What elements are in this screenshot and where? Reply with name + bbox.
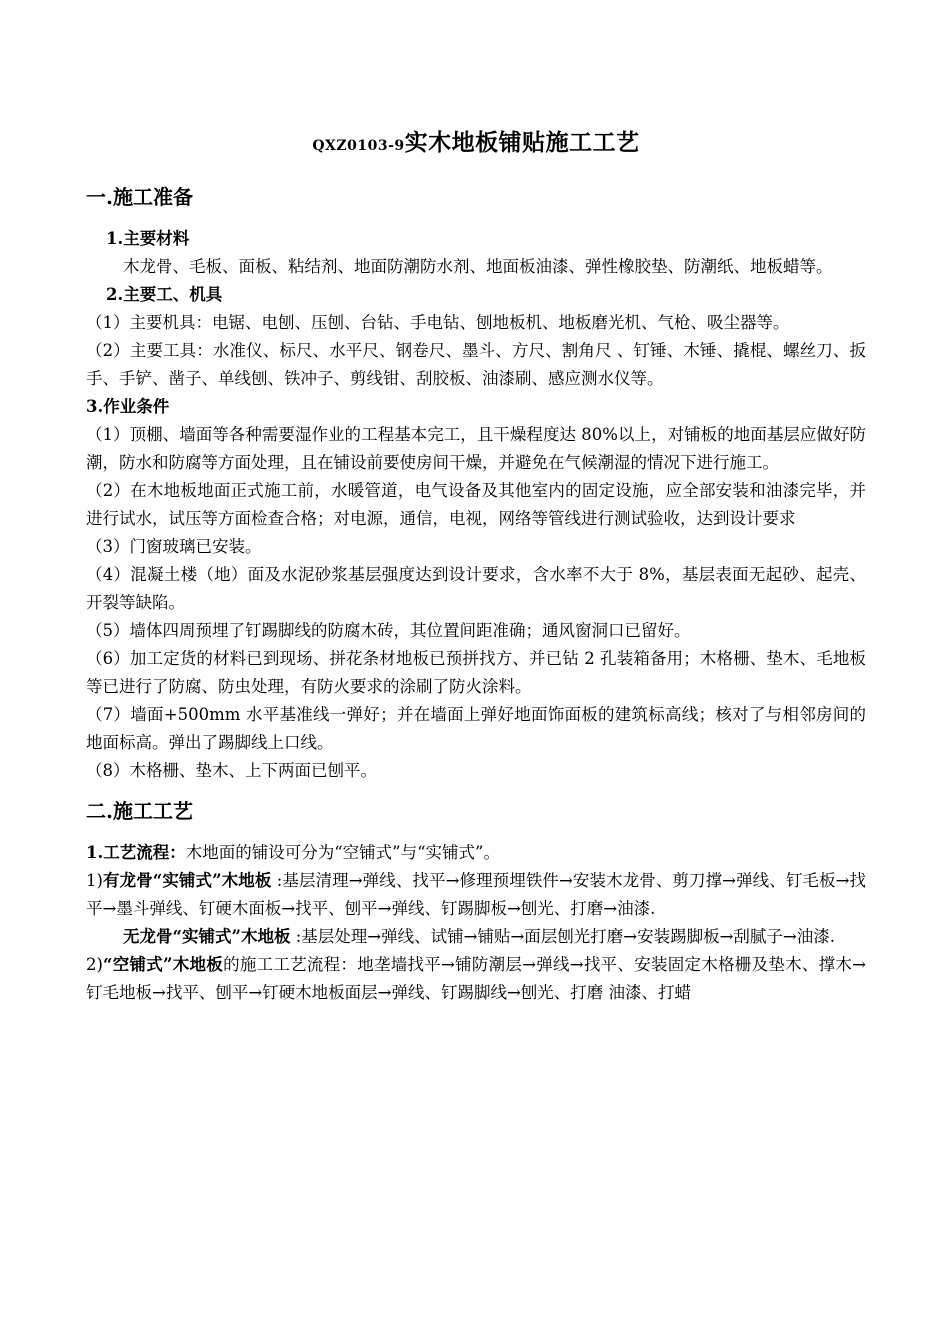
document-code: QXZ0103-9 bbox=[312, 138, 405, 154]
condition-item-4: （4）混凝土楼（地）面及水泥砂浆基层强度达到设计要求，含水率不大于 8%，基层表面无起砂、起壳、开裂等缺陷。 bbox=[86, 565, 866, 612]
process-p1-text: :基层清理→弹线、找平→修理预埋铁件→安装木龙骨、剪刀撑→弹线、钉毛板→找平→墨斗弹线、钉硬木面板→找平、刨平→弹线、钉踢脚板→刨光、打磨→油漆. bbox=[86, 871, 866, 918]
process-p3-text: 的施工工艺流程：地垄墙找平→铺防潮层→弹线→找平、安装固定木格栅及垫木、撑木→钉毛地板→找平、刨平→钉硬木地板面层→弹线、钉踢脚线→刨光、打磨 油漆、打蜡 bbox=[86, 955, 866, 1002]
condition-item-3: （3）门窗玻璃已安装。 bbox=[86, 537, 262, 556]
process-paragraph-1 bbox=[86, 867, 866, 923]
condition-item-7: （7）墙面+500mm 水平基准线一弹好；并在墙面上弹好地面饰面板的建筑标高线；核对了与相邻房间的地面标高。弹出了踢脚线上口线。 bbox=[86, 705, 866, 752]
process-flow-text: 木地面的铺设可分为“空铺式”与“实铺式”。 bbox=[185, 843, 500, 862]
section-heading-preparation: 一.施工准备 bbox=[86, 185, 193, 209]
process-p2-text: :基层处理→弹线、试铺→铺贴→面层刨光打磨→安装踢脚板→刮腻子→油漆. bbox=[290, 927, 835, 946]
process-flow-intro bbox=[86, 839, 866, 867]
tools-item-2: （2）主要工具：水准仪、标尺、水平尺、钢卷尺、墨斗、方尺、割角尺 、钉锤、木锤、撬棍、螺丝刀、扳手、手铲、凿子、单线刨、铁冲子、剪线钳、刮胶板、油漆刷、感应测水仪等。 bbox=[86, 341, 866, 388]
process-paragraph-2 bbox=[86, 923, 866, 951]
process-p2-bold: 无龙骨“实铺式”木地板 bbox=[123, 927, 291, 946]
condition-item-8: （8）木格栅、垫木、上下两面已刨平。 bbox=[86, 761, 377, 780]
document-title bbox=[86, 124, 866, 157]
process-p3-prefix: 2) bbox=[86, 955, 103, 974]
condition-item-6: （6）加工定货的材料已到现场、拼花条材地板已预拼找方、并已钻 2 孔装箱备用；木格栅、垫木、毛地板等已进行了防腐、防虫处理，有防火要求的涂刷了防火涂料。 bbox=[86, 649, 866, 696]
subheading-materials: 1.主要材料 bbox=[106, 229, 190, 248]
process-p1-prefix: 1) bbox=[86, 871, 103, 890]
section-heading-process: 二.施工工艺 bbox=[86, 799, 193, 823]
tools-item-1: （1）主要机具：电锯、电刨、压刨、台钻、手电钻、刨地板机、地板磨光机、气枪、吸尘器等。 bbox=[86, 313, 790, 332]
subheading-tools: 2.主要工、机具 bbox=[106, 285, 223, 304]
condition-item-2: （2）在木地板地面正式施工前，水暖管道，电气设备及其他室内的固定设施，应全部安装和油漆完毕，并进行试水，试压等方面检查合格；对电源，通信，电视，网络等管线进行测试验收，达到设计要求 bbox=[86, 481, 866, 528]
subheading-conditions: 3.作业条件 bbox=[86, 397, 170, 416]
document-title-text: 实木地板铺贴施工工艺 bbox=[404, 129, 640, 156]
process-p1-bold: 有龙骨“实铺式”木地板 bbox=[102, 871, 272, 890]
process-flow-label: 1.工艺流程： bbox=[86, 843, 186, 862]
process-p3-bold: “空铺式”木地板 bbox=[102, 955, 224, 974]
materials-text: 木龙骨、毛板、面板、粘结剂、地面防潮防水剂、地面板油漆、弹性橡胶垫、防潮纸、地板蜡等。 bbox=[123, 257, 833, 276]
process-paragraph-3 bbox=[86, 951, 866, 1007]
condition-item-1: （1）顶棚、墙面等各种需要湿作业的工程基本完工，且干燥程度达 80%以上，对铺板的地面基层应做好防潮，防水和防腐等方面处理，且在铺设前要使房间干燥，并避免在气候潮湿的情况下进行施工。 bbox=[86, 425, 866, 472]
condition-item-5: （5）墙体四周预埋了钉踢脚线的防腐木砖，其位置间距准确；通风窗洞口已留好。 bbox=[86, 621, 691, 640]
